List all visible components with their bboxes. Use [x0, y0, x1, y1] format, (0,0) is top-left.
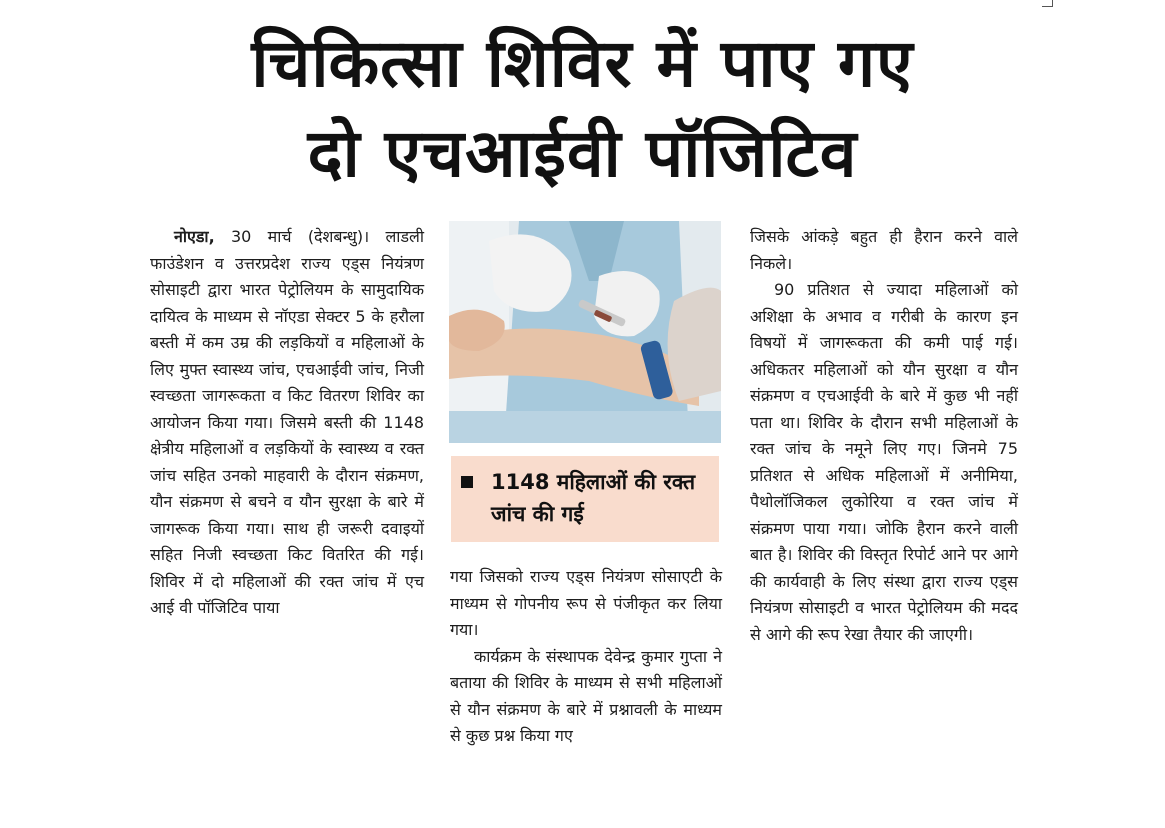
column-3-paragraph-1: जिसके आंकड़े बहुत ही हैरान करने वाले निकले।: [750, 227, 1018, 273]
article-column-3: [750, 224, 1018, 648]
column-2-paragraph-2: कार्यक्रम के संस्थापक देवेन्द्र कुमार गुप्ता ने बताया की शिविर के माध्यम से सभी महिलाओं से यौन संक्रमण के बारे में प्रश्नावली के माध्यम से कुछ प्रश्न किया गए: [450, 646, 722, 745]
square-bullet-icon: [461, 476, 473, 488]
page-corner-mark: [1042, 0, 1053, 7]
subhead-text: 1148 महिलाओं की रक्त जांच की गई: [491, 470, 696, 526]
article-column-1: [150, 224, 424, 622]
column-2-paragraph-1: गया जिसको राज्य एड्स नियंत्रण सोसाएटी के माध्यम से गोपनीय रूप से पंजीकृत कर लिया गया।: [450, 567, 722, 639]
lead-text: 30 मार्च (देशबन्धु)। लाडली फाउंडेशन व उत्तरप्रदेश राज्य एड्स नियंत्रण सोसाइटी द्वारा भारत पेट्रोलियम के सामुदायिक दायित्व के माध्यम से नॉएडा सेक्टर 5 के हरौला बस्ती में कम उम्र की लड़कियों व महिलाओं के लिए मुफ्त स्वास्थ्य जांच, एचआईवी जांच, निजी स्वच्छता जागरूकता व किट वितरण शिविर का आयोजन किया गया। जिसमे बस्ती की 1148 क्षेत्रीय महिलाओं व लड़कियों के स्वास्थ्य व रक्त जांच सहित उनको माहवारी के दौरान संक्रमण, यौन संक्रमण से बचने व यौन सुरक्षा के बारे में जागरूक किया गया। साथ ही जरूरी दवाइयों सहित निजी स्वच्छता किट वितरित की गई। शिविर में दो महिलाओं की रक्त जांच में एच आई वी पॉजिटिव पाया: [150, 227, 424, 617]
lead-paragraph: [150, 224, 424, 622]
headline-line-1: चिकित्सा शिविर में पाए गए: [251, 25, 914, 102]
article-column-2: [450, 564, 722, 750]
dateline: नोएडा,: [174, 227, 215, 246]
subhead-box: [451, 456, 719, 542]
headline-line-2: दो एचआईवी पॉजिटिव: [307, 115, 858, 192]
column-3-paragraph-2: 90 प्रतिशत से ज्यादा महिलाओं को अशिक्षा के अभाव व गरीबी के कारण इन विषयों में जागरूकता की कमी पाई गई। अधिकतर महिलाओं को यौन सुरक्षा व यौन संक्रमण व एचआईवी के बारे में कुछ भी नहीं पता था। शिविर के दौरान सभी महिलाओं के रक्त जांच के नमूने लिए गए। जिनमे 75 प्रतिशत से अधिक महिलाओं में अनीमिया, पैथोलॉजिकल लुकोरिया व रक्त जांच में संक्रमण पाया गया। जोकि हैरान करने वाली बात है। शिविर की विस्तृत रिपोर्ट आने पर आगे की कार्यवाही के लिए संस्था द्वारा राज्य एड्स नियंत्रण सोसाइटी व भारत पेट्रोलियम की मदद से आगे की रूप रेखा तैयार की जाएगी।: [750, 280, 1018, 644]
blood-test-photo: [449, 221, 721, 443]
